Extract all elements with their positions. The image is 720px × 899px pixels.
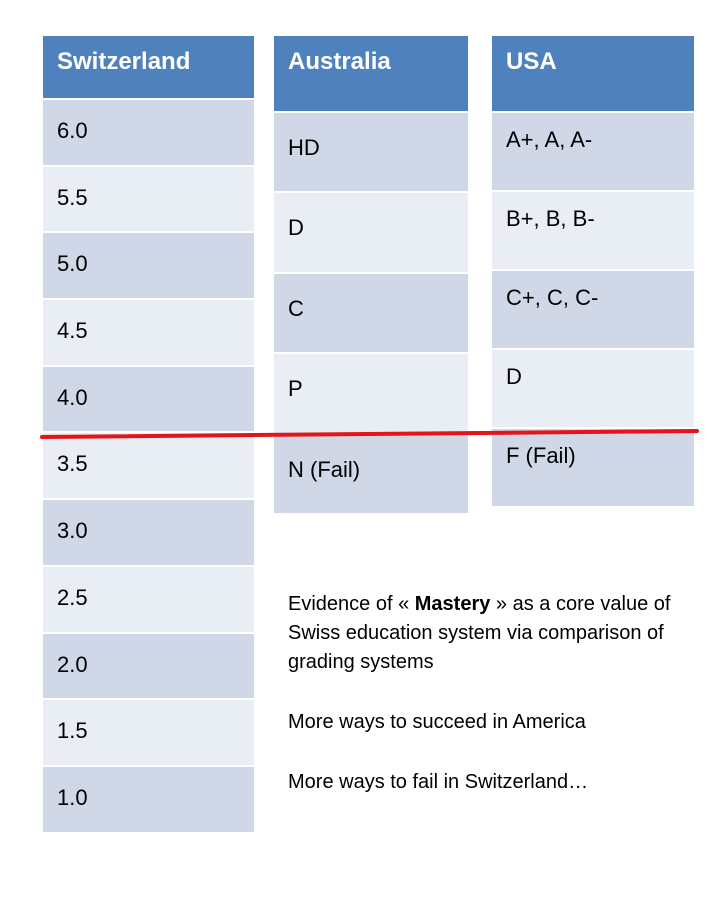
switzerland-grade-cell: 2.5 (43, 565, 254, 632)
mastery-note (288, 590, 698, 677)
fail-note: More ways to fail in Switzerland… (288, 771, 589, 793)
switzerland-grade-cell: 3.0 (43, 498, 254, 565)
australia-header: Australia (274, 36, 468, 111)
usa-grade-cell: F (Fail) (492, 427, 694, 506)
usa-grade-cell: B+, B, B- (492, 190, 694, 269)
mastery-note-suffix: » as a core value of Swiss education system via comparison of grading systems (288, 593, 671, 673)
switzerland-grade-cell: 4.5 (43, 298, 254, 365)
switzerland-grade-cell: 6.0 (43, 98, 254, 165)
australia-grade-cell: N (Fail) (274, 433, 468, 513)
switzerland-grade-cell: 5.5 (43, 165, 254, 232)
australia-grade-cell: HD (274, 111, 468, 191)
usa-grade-cell: D (492, 348, 694, 427)
australia-grade-cell: P (274, 352, 468, 432)
mastery-note-prefix: Evidence of « (288, 593, 415, 615)
succeed-note: More ways to succeed in America (288, 711, 586, 733)
switzerland-grade-cell: 2.0 (43, 632, 254, 699)
usa-grade-cell: A+, A, A- (492, 111, 694, 190)
australia-grade-cell: D (274, 191, 468, 271)
pass-fail-line-stroke (42, 431, 697, 437)
switzerland-grade-cell: 4.0 (43, 365, 254, 432)
switzerland-grade-cell: 1.0 (43, 765, 254, 832)
usa-header: USA (492, 36, 694, 111)
switzerland-grade-cell: 3.5 (43, 431, 254, 498)
mastery-note-bold: Mastery (414, 593, 491, 615)
notes-block (288, 590, 698, 797)
usa-grade-cell: C+, C, C- (492, 269, 694, 348)
switzerland-header: Switzerland (43, 36, 254, 98)
australia-grade-cell: C (274, 272, 468, 352)
switzerland-grade-cell: 1.5 (43, 698, 254, 765)
switzerland-grade-cell: 5.0 (43, 231, 254, 298)
